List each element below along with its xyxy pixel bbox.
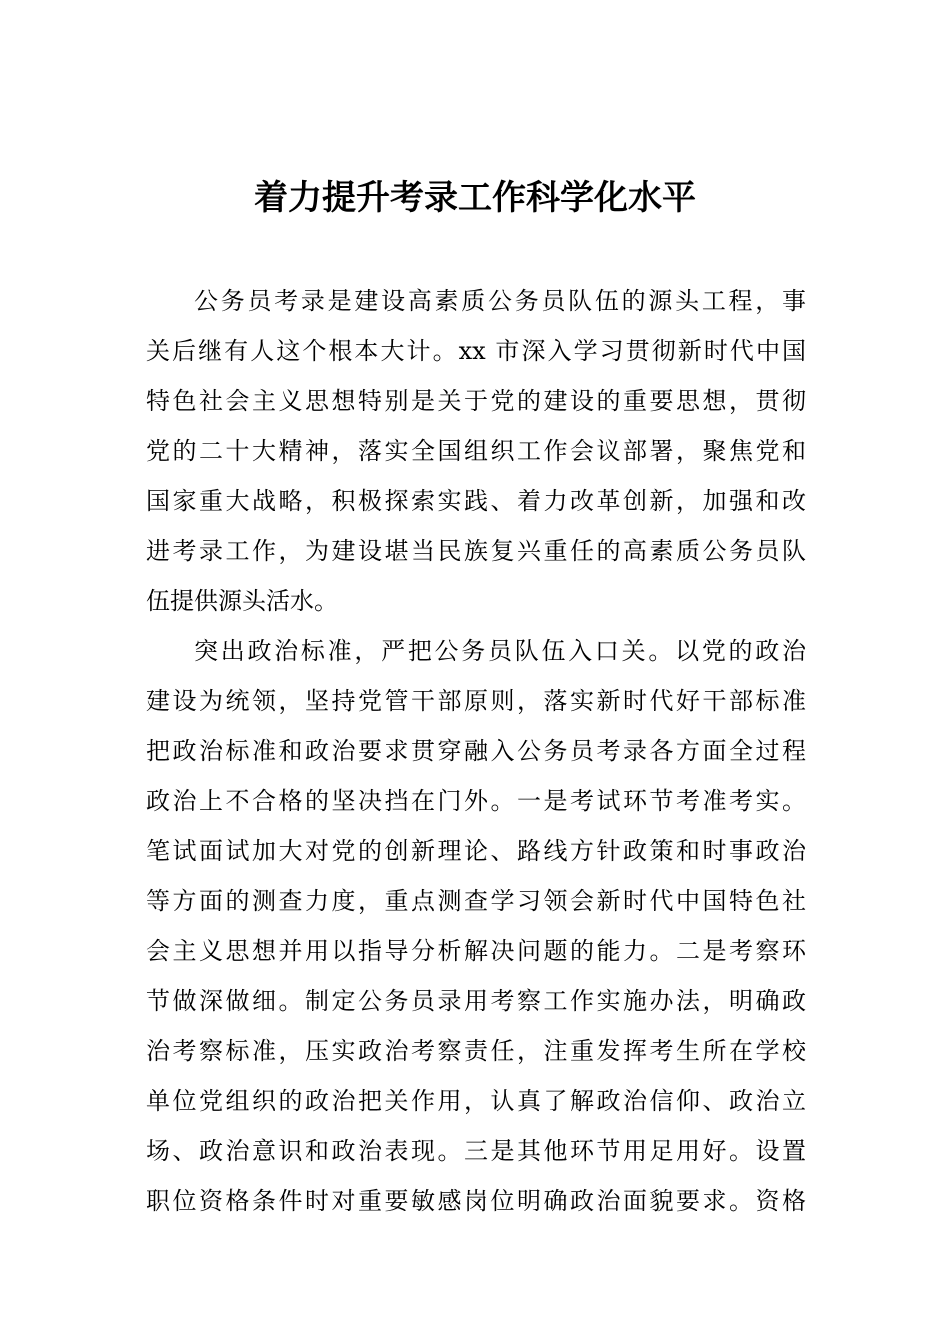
paragraph-line: 笔试面试加大对党的创新理论、路线方针政策和时事政治 xyxy=(146,837,806,865)
paragraph-line: 节做深做细。制定公务员录用考察工作实施办法，明确政 xyxy=(146,987,806,1015)
paragraph-line: 治考察标准，压实政治考察责任，注重发挥考生所在学校 xyxy=(146,1037,806,1065)
paragraph-line: 政治上不合格的坚决挡在门外。一是考试环节考准考实。 xyxy=(146,787,806,815)
paragraph-line: 职位资格条件时对重要敏感岗位明确政治面貌要求。资格 xyxy=(146,1187,806,1215)
paragraph-line: 等方面的测查力度，重点测查学习领会新时代中国特色社 xyxy=(146,887,806,915)
paragraph-line: 单位党组织的政治把关作用，认真了解政治信仰、政治立 xyxy=(146,1087,806,1115)
document-title: 着力提升考录工作科学化水平 xyxy=(254,178,696,218)
paragraph-line: 国家重大战略，积极探索实践、着力改革创新，加强和改 xyxy=(146,487,806,515)
paragraph-line: 把政治标准和政治要求贯穿融入公务员考录各方面全过程 xyxy=(146,737,806,765)
paragraph-line: 关后继有人这个根本大计。xx 市深入学习贯彻新时代中国 xyxy=(146,337,806,365)
paragraph-line: 党的二十大精神，落实全国组织工作会议部署，聚焦党和 xyxy=(146,437,806,465)
paragraph-line: 场、政治意识和政治表现。三是其他环节用足用好。设置 xyxy=(146,1137,806,1165)
paragraph-line: 伍提供源头活水。 xyxy=(146,587,338,615)
paragraph-line: 会主义思想并用以指导分析解决问题的能力。二是考察环 xyxy=(146,937,806,965)
paragraph-line: 突出政治标准，严把公务员队伍入口关。以党的政治 xyxy=(194,637,806,665)
document-body xyxy=(146,276,806,1226)
paragraph-line: 特色社会主义思想特别是关于党的建设的重要思想，贯彻 xyxy=(146,387,806,415)
paragraph-line: 进考录工作，为建设堪当民族复兴重任的高素质公务员队 xyxy=(146,537,806,565)
paragraph-line: 公务员考录是建设高素质公务员队伍的源头工程，事 xyxy=(194,287,806,315)
paragraph-line: 建设为统领，坚持党管干部原则，落实新时代好干部标准 xyxy=(146,687,806,715)
